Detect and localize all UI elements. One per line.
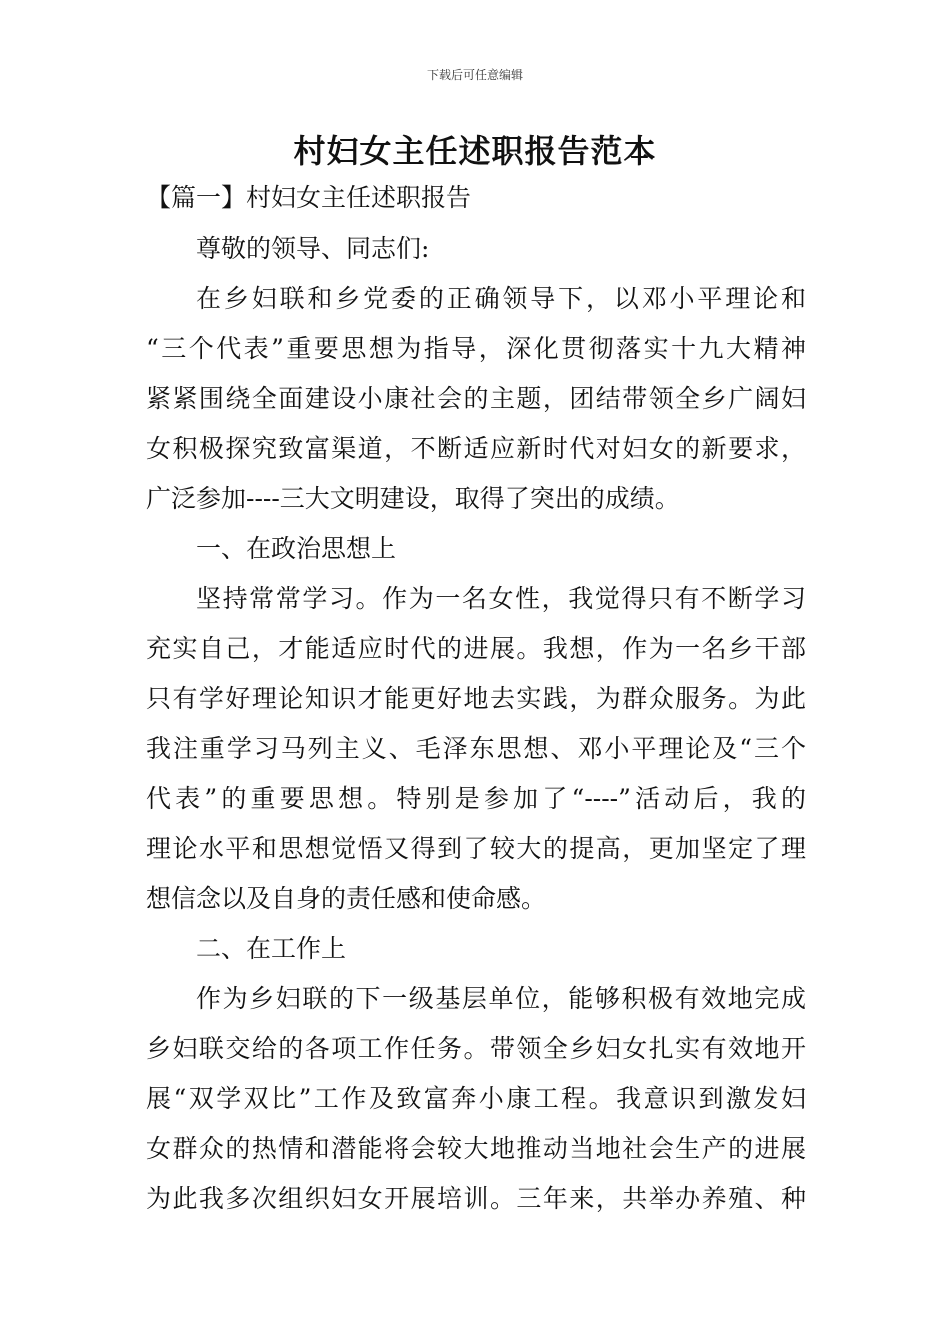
paragraph-line: 展“双学双比”工作及致富奔小康工程。我意识到激发妇 (146, 1084, 806, 1113)
paragraph-line: 为此我多次组织妇女开展培训。三年来，共举办养殖、种 (146, 1184, 806, 1213)
section-heading-1: 一、在政治思想上 (196, 534, 397, 563)
paragraph-line: 在乡妇联和乡党委的正确领导下，以邓小平理论和 (196, 284, 806, 313)
section-subtitle: 【篇一】村妇女主任述职报告 (146, 183, 472, 212)
paragraph-line: 紧紧围绕全面建设小康社会的主题，团结带领全乡广阔妇 (146, 384, 806, 413)
paragraph-line: 只有学好理论知识才能更好地去实践，为群众服务。为此 (146, 684, 806, 713)
paragraph-line: 想信念以及自身的责任感和使命感。 (146, 884, 547, 913)
paragraph-line: 充实自己，才能适应时代的进展。我想，作为一名乡干部 (146, 634, 806, 663)
section-heading-2: 二、在工作上 (196, 934, 347, 963)
paragraph-line: 女积极探究致富渠道，不断适应新时代对妇女的新要求， (146, 434, 806, 463)
paragraph-line: 理论水平和思想觉悟又得到了较大的提高，更加坚定了理 (146, 834, 806, 863)
paragraph-line: 乡妇联交给的各项工作任务。带领全乡妇女扎实有效地开 (146, 1034, 806, 1063)
document-title: 村妇女主任述职报告范本 (293, 132, 657, 170)
paragraph-line: 广泛参加----三大文明建设，取得了突出的成绩。 (146, 484, 680, 513)
salutation: 尊敬的领导、同志们: (196, 234, 430, 263)
paragraph-line: 代表”的重要思想。特别是参加了“----”活动后，我的 (146, 784, 806, 813)
paragraph-line: 坚持常常学习。作为一名女性，我觉得只有不断学习 (196, 584, 806, 613)
paragraph-line: 女群众的热情和潜能将会较大地推动当地社会生产的进展 (146, 1134, 806, 1163)
paragraph-line: “三个代表”重要思想为指导，深化贯彻落实十九大精神 (146, 334, 806, 363)
paragraph-line: 作为乡妇联的下一级基层单位，能够积极有效地完成 (196, 984, 806, 1013)
paragraph-line: 我注重学习马列主义、毛泽东思想、邓小平理论及“三个 (146, 734, 806, 763)
header-note: 下载后可任意编辑 (426, 68, 523, 82)
